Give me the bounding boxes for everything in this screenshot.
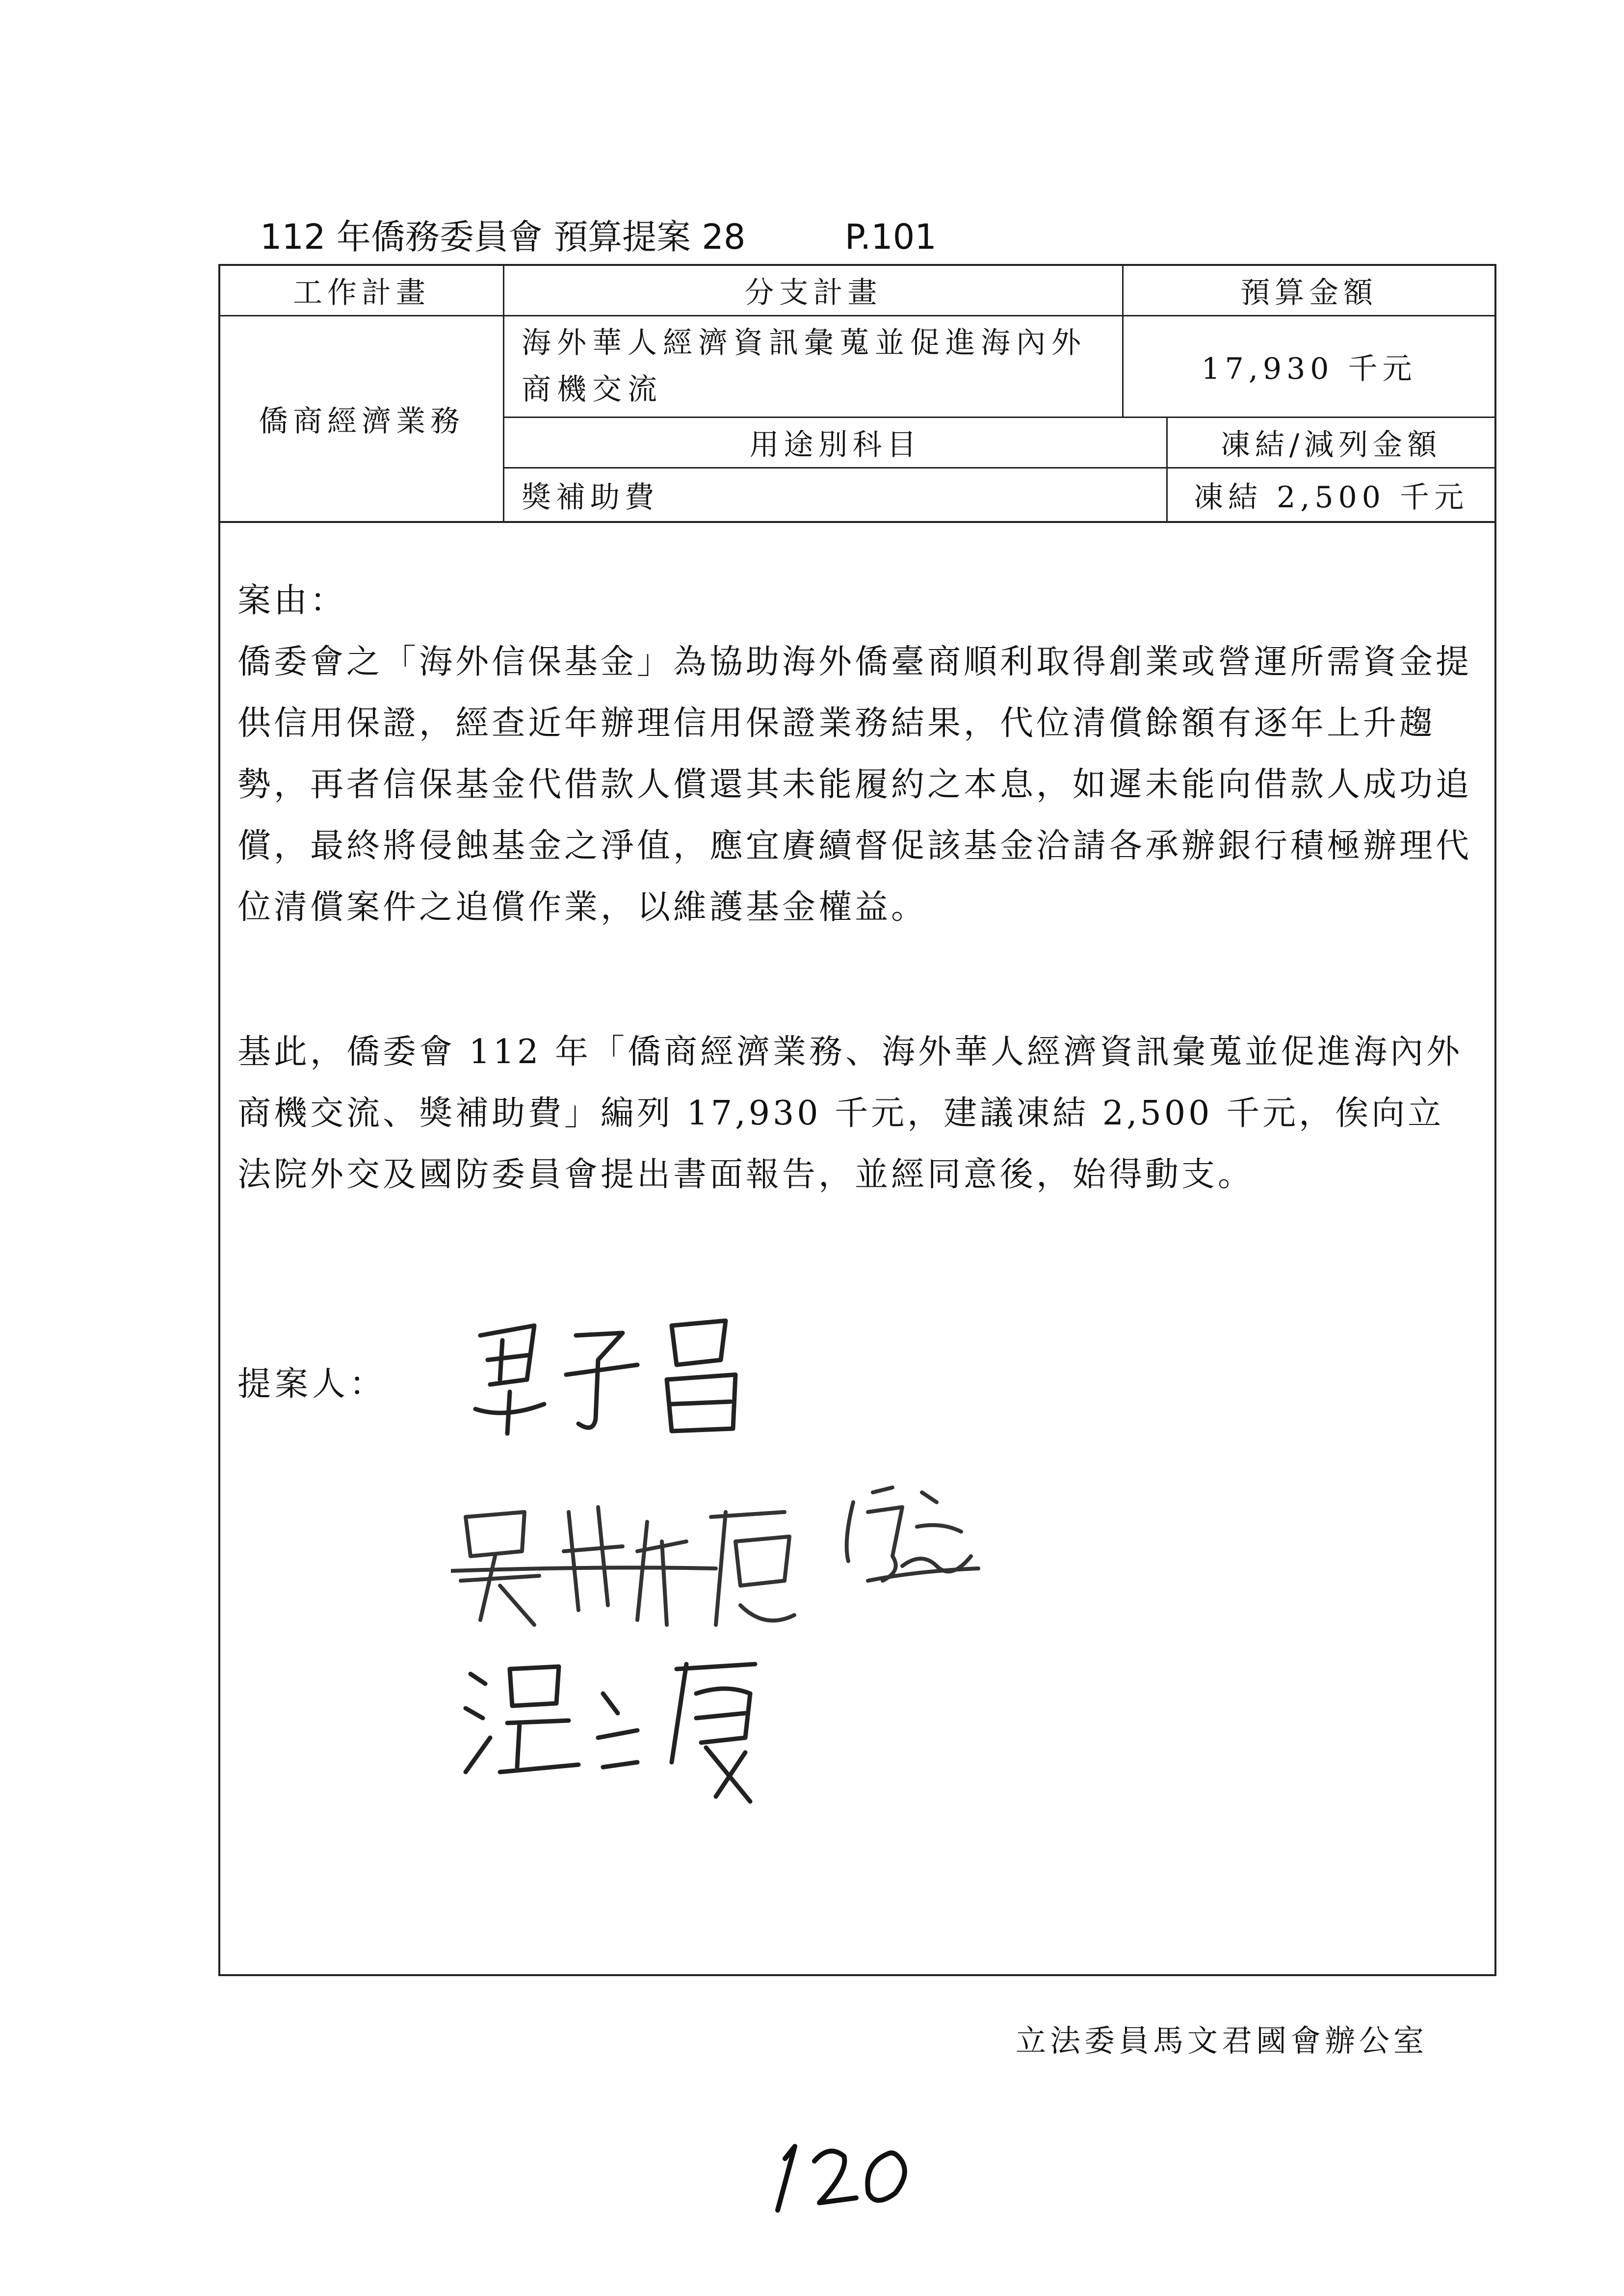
- handwritten-page-number: [765, 2124, 927, 2222]
- signature-wu-sz-huai: [451, 1483, 981, 1644]
- page-reference: P.101: [844, 217, 937, 257]
- recommendation-paragraph: 基此，僑委會 112 年「僑商經濟業務、海外華人經濟資訊彙蒐並促進海內外商機交流、獎補助費」編列 17,930 千元，建議凍結 2,500 千元，俟向立法院外交及國防委員會提出書面報告，並經同意後，始得動支。: [237, 1033, 1463, 1194]
- proposal-title: 112 年僑務委員會 預算提案 28: [260, 217, 746, 257]
- header-branch-plan: 分支計畫: [744, 276, 882, 310]
- header-usage-item: 用途別科目: [749, 428, 921, 462]
- header-budget-amount: 預算金額: [1240, 276, 1378, 310]
- reason-paragraph: 僑委會之「海外信保基金」為協助海外僑臺商順利取得創業或營運所需資金提供信用保證，經查近年辦理信用保證業務結果，代位清償餘額有逐年上升趨勢，再者信保基金代借款人償還其未能履約之本息，如遲未能向借款人成功追償，最終將侵蝕基金之淨值，應宜賡續督促該基金洽請各承辦銀行積極辦理代位清償案件之追償作業，以維護基金權益。: [237, 643, 1472, 927]
- header-work-plan: 工作計畫: [293, 276, 430, 310]
- document-heading: [260, 210, 937, 264]
- signature-ma-wen-chun: [461, 1306, 814, 1483]
- usage-item-value: 獎補助費: [522, 480, 659, 515]
- signature-wen-yu-hsia: [451, 1640, 804, 1816]
- proposal-frame: [218, 264, 1496, 1976]
- reason-label: 案由：: [237, 581, 347, 620]
- budget-amount-value: 17,930 千元: [1201, 352, 1417, 386]
- header-freeze-amount: 凍結/減列金額: [1220, 428, 1442, 462]
- office-footer: 立法委員馬文君國會辦公室: [1016, 2023, 1428, 2059]
- freeze-amount-value: 凍結 2,500 千元: [1194, 480, 1468, 515]
- table-divider: [220, 521, 1494, 523]
- proposer-label: 提案人：: [237, 1365, 387, 1404]
- work-plan-value: 僑商經濟業務: [259, 404, 465, 439]
- branch-plan-value: 海外華人經濟資訊彙蒐並促進海內外商機交流: [522, 326, 1087, 407]
